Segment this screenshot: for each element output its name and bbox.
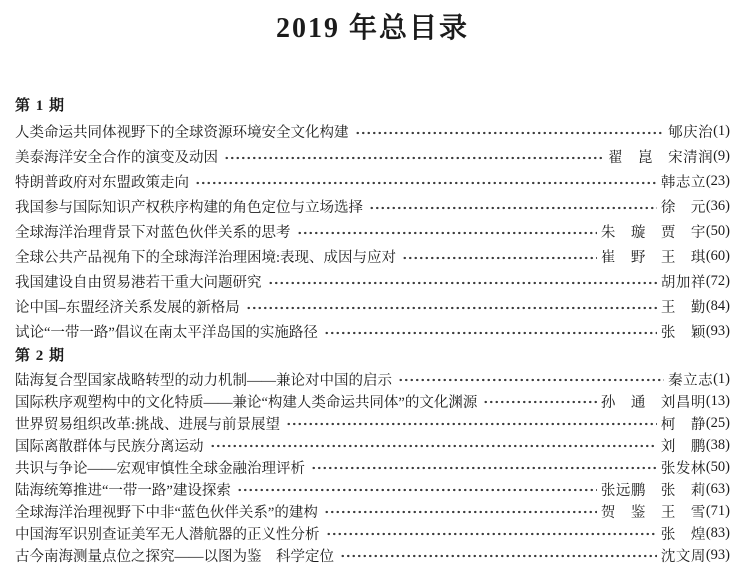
entry-page-number: (83): [705, 524, 730, 541]
entry-authors: 郇庆治: [668, 125, 714, 141]
entry-authors: 张 煌: [660, 526, 706, 543]
entry-page-number: (23): [705, 173, 730, 189]
toc-entry: [15, 544, 730, 566]
toc-entry: [15, 194, 730, 219]
entry-page-number: (71): [705, 502, 730, 519]
toc-entry: [15, 368, 730, 390]
entry-authors: 胡加祥: [660, 275, 706, 291]
entry-authors: 贺 鉴 王 雪: [600, 504, 706, 521]
entry-title: 中国海军识别查证美军无人潜航器的正义性分析: [15, 526, 320, 543]
dot-leader: [246, 303, 657, 313]
entry-title: 国际离散群体与民族分离运动: [15, 438, 204, 455]
entry-title: 全球海洋治理背景下对蓝色伙伴关系的思考: [15, 225, 291, 241]
entry-title: 古今南海测量点位之探究——以图为鉴 科学定位: [15, 548, 334, 565]
toc-entry: [15, 294, 730, 319]
dot-leader: [210, 441, 657, 451]
entry-authors: 孙 通 刘昌明: [600, 394, 706, 411]
dot-leader: [398, 375, 664, 385]
entry-title: 陆海复合型国家战略转型的动力机制——兼论对中国的启示: [15, 372, 392, 389]
entry-page-number: (84): [705, 298, 730, 314]
page-title: 2019 年总目录: [275, 13, 469, 44]
dot-leader: [355, 128, 665, 138]
dot-leader: [286, 419, 657, 429]
dot-leader: [326, 529, 657, 539]
entry-title: 世界贸易组织改革:挑战、进展与前景展望: [15, 416, 281, 433]
entry-authors: 沈文周: [660, 548, 706, 565]
entry-title: 国际秩序观塑构中的文化特质——兼论“构建人类命运共同体”的文化渊源: [15, 394, 478, 411]
issue-section-1: [15, 93, 730, 344]
toc-entry: [15, 244, 730, 269]
entry-page-number: (25): [705, 414, 730, 431]
entry-page-number: (1): [713, 123, 730, 139]
entry-page-number: (93): [705, 546, 730, 563]
entry-title: 人类命运共同体视野下的全球资源环境安全文化构建: [15, 125, 349, 141]
entry-authors: 王 勤: [660, 300, 706, 316]
entry-page-number: (93): [705, 323, 730, 339]
dot-leader: [311, 463, 657, 473]
entry-authors: 张 颖: [660, 325, 706, 341]
toc-entry: [15, 219, 730, 244]
entry-title: 特朗普政府对东盟政策走向: [15, 175, 189, 191]
dot-leader: [268, 278, 657, 288]
entry-title: 论中国–东盟经济关系发展的新格局: [15, 300, 240, 316]
toc-entry: [15, 500, 730, 522]
entry-authors: 韩志立: [660, 175, 706, 191]
dot-leader: [237, 485, 597, 495]
entry-page-number: (50): [705, 223, 730, 239]
entry-authors: 徐 元: [660, 200, 706, 216]
dot-leader: [483, 397, 596, 407]
dot-leader: [324, 507, 597, 517]
entry-page-number: (72): [705, 273, 730, 289]
entry-authors: 张发林: [660, 460, 706, 477]
entry-page-number: (60): [705, 248, 730, 264]
toc-entry: [15, 319, 730, 344]
toc-entry: [15, 169, 730, 194]
dot-leader: [297, 228, 597, 238]
dot-leader: [402, 253, 597, 263]
entry-authors: 崔 野 王 琪: [600, 250, 706, 266]
toc-entry: [15, 144, 730, 169]
entry-title: 试论“一带一路”倡议在南太平洋岛国的实施路径: [15, 325, 318, 341]
toc-entry: [15, 478, 730, 500]
entry-title: 全球海洋治理视野下中非“蓝色伙伴关系”的建构: [15, 504, 318, 521]
entry-title: 陆海统筹推进“一带一路”建设探索: [15, 482, 231, 499]
entry-page-number: (63): [705, 480, 730, 497]
toc-entry: [15, 456, 730, 478]
entry-authors: 张远鹏 张 莉: [600, 482, 706, 499]
dot-leader: [340, 551, 657, 561]
toc-entry: [15, 119, 730, 144]
dot-leader: [369, 203, 657, 213]
entry-page-number: (13): [705, 392, 730, 409]
toc-entry: [15, 390, 730, 412]
toc-entry: [15, 522, 730, 544]
entry-title: 我国建设自由贸易港若干重大问题研究: [15, 275, 262, 291]
toc-entry: [15, 269, 730, 294]
entry-page-number: (9): [713, 148, 730, 164]
issue-section-2: [15, 344, 730, 566]
issue-2-label: 第 2 期: [15, 348, 66, 364]
entry-title: 美泰海洋安全合作的演变及动因: [15, 150, 218, 166]
entry-authors: 朱 璇 贾 宇: [600, 225, 706, 241]
entry-authors: 秦立志: [668, 372, 714, 389]
toc-entry: [15, 412, 730, 434]
entry-page-number: (1): [713, 370, 730, 387]
entry-title: 我国参与国际知识产权秩序构建的角色定位与立场选择: [15, 200, 363, 216]
dot-leader: [324, 328, 657, 338]
dot-leader: [224, 153, 604, 163]
dot-leader: [195, 178, 657, 188]
issue-1-label: 第 1 期: [15, 98, 66, 114]
toc-entry: [15, 434, 730, 456]
entry-title: 共识与争论——宏观审慎性全球金融治理评析: [15, 460, 305, 477]
entry-page-number: (36): [705, 198, 730, 214]
entry-page-number: (38): [705, 436, 730, 453]
entry-authors: 翟 崑 宋清润: [608, 150, 714, 166]
entry-authors: 刘 鹏: [660, 438, 706, 455]
entry-title: 全球公共产品视角下的全球海洋治理困境:表现、成因与应对: [15, 250, 397, 266]
entry-authors: 柯 静: [660, 416, 706, 433]
entry-page-number: (50): [705, 458, 730, 475]
